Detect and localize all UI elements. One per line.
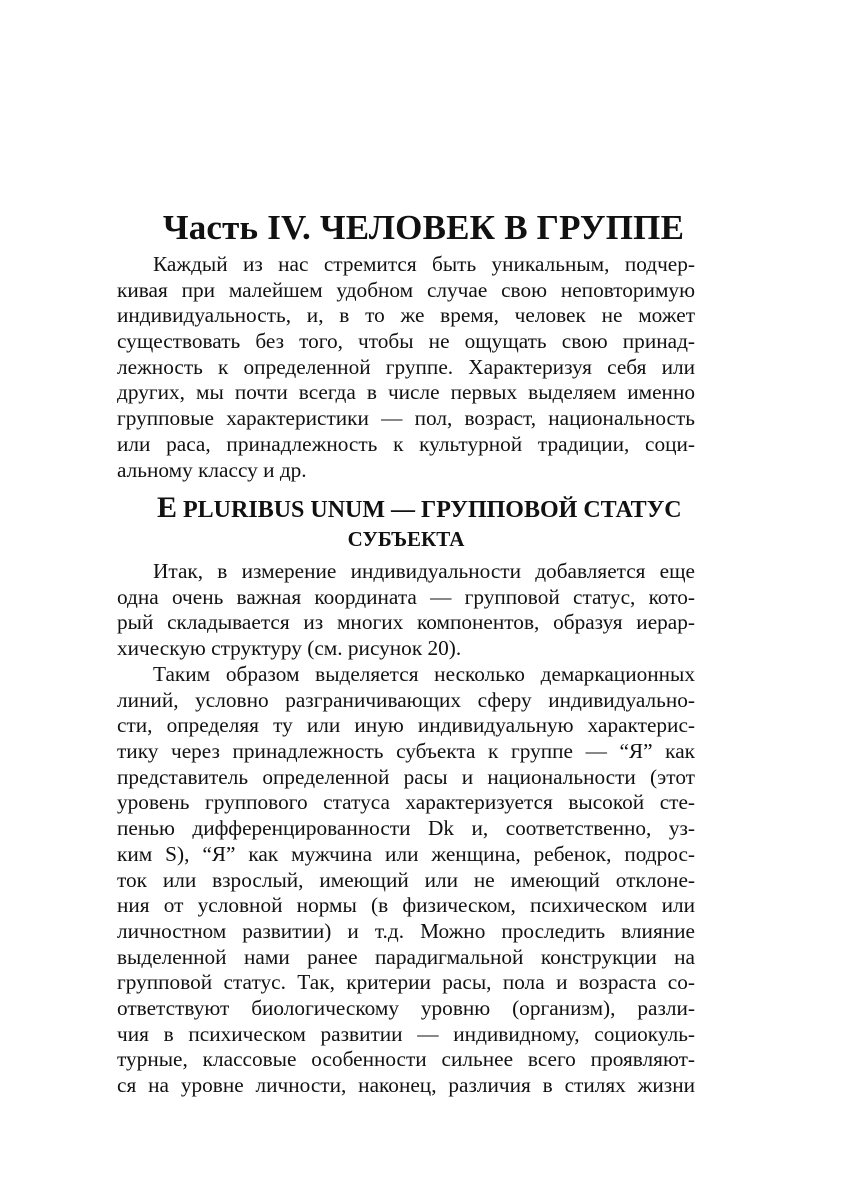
paragraph-line: тику через принадлежность субъекта к группе — “Я” как [117, 739, 695, 764]
paragraph-line: хическую структуру (см. рисунок 20). [117, 636, 462, 661]
intro-line: других, мы почти всегда в числе первых выделяем именно [117, 380, 695, 405]
paragraph-line: выделенной нами ранее парадигмальной конструкции на [117, 944, 695, 969]
intro-line: групповые характеристики — пол, возраст, национальность [117, 406, 695, 431]
paragraph-line: Итак, в измерение индивидуальности добавляется еще [153, 559, 695, 583]
paragraph-line: пенью дифференцированности Dk и, соответственно, уз- [117, 816, 695, 841]
paragraph-line: ния от условной нормы (в физическом, психическом или [117, 893, 695, 918]
intro-line: Каждый из нас стремится быть уникальным, подчер- [153, 252, 695, 276]
paragraph-line: ток или взрослый, имеющий или не имеющий отклоне- [117, 867, 695, 892]
intro-paragraph [117, 252, 695, 483]
paragraph-line: рый складывается из многих компонентов, образуя иерар- [117, 610, 695, 635]
paragraph-line: чия в психическом развитии — индивидному, социокуль- [117, 1021, 695, 1046]
paragraph-1 [117, 559, 695, 662]
paragraph-line: одна очень важная координата — групповой статус, кото- [117, 584, 695, 609]
paragraph-line: Таким образом выделяется несколько демаркационных [153, 662, 695, 686]
section-title-line-2: СУБЪЕКТА [347, 527, 465, 551]
section-title [117, 491, 695, 555]
section-title-initial: E [157, 491, 178, 524]
section-title-rest: PLURIBUS UNUM — ГРУППОВОЙ СТАТУС [183, 497, 682, 523]
paragraph-line: турные, классовые особенности сильнее всего проявляют- [117, 1047, 695, 1072]
paragraph-line: представитель определенной расы и национальности (этот [117, 764, 695, 789]
intro-line: альному классу и др. [117, 457, 307, 482]
intro-line: существовать без того, чтобы не ощущать свою принад- [117, 329, 695, 354]
part-title: Часть IV. ЧЕЛОВЕК В ГРУППЕ [162, 208, 685, 247]
paragraph-line: личностном развитии) и т.д. Можно проследить влияние [117, 918, 695, 943]
paragraph-2 [117, 662, 695, 1099]
section-title-line-1 [157, 491, 682, 525]
intro-line: или раса, принадлежность к культурной традиции, соци- [117, 431, 695, 456]
paragraph-line: групповой статус. Так, критерии расы, пола и возраста со- [117, 970, 695, 995]
paragraph-line: ся на уровне личности, наконец, различия в стилях жизни [117, 1073, 695, 1097]
paragraph-line: сти, определяя ту или иную индивидуальную характерис- [117, 713, 695, 738]
intro-line: индивидуальность, и, в то же время, человек не может [117, 303, 695, 328]
intro-line: кивая при малейшем удобном случае свою неповторимую [117, 277, 695, 302]
intro-line: лежность к определенной группе. Характеризуя себя или [117, 354, 695, 379]
paragraph-line: линий, условно разграничивающих сферу индивидуально- [117, 687, 695, 712]
paragraph-line: ответствуют биологическому уровню (организм), разли- [117, 995, 695, 1020]
paragraph-line: ким S), “Я” как мужчина или женщина, ребенок, подрос- [117, 841, 695, 866]
paragraph-line: уровень группового статуса характеризуется высокой сте- [117, 790, 695, 815]
